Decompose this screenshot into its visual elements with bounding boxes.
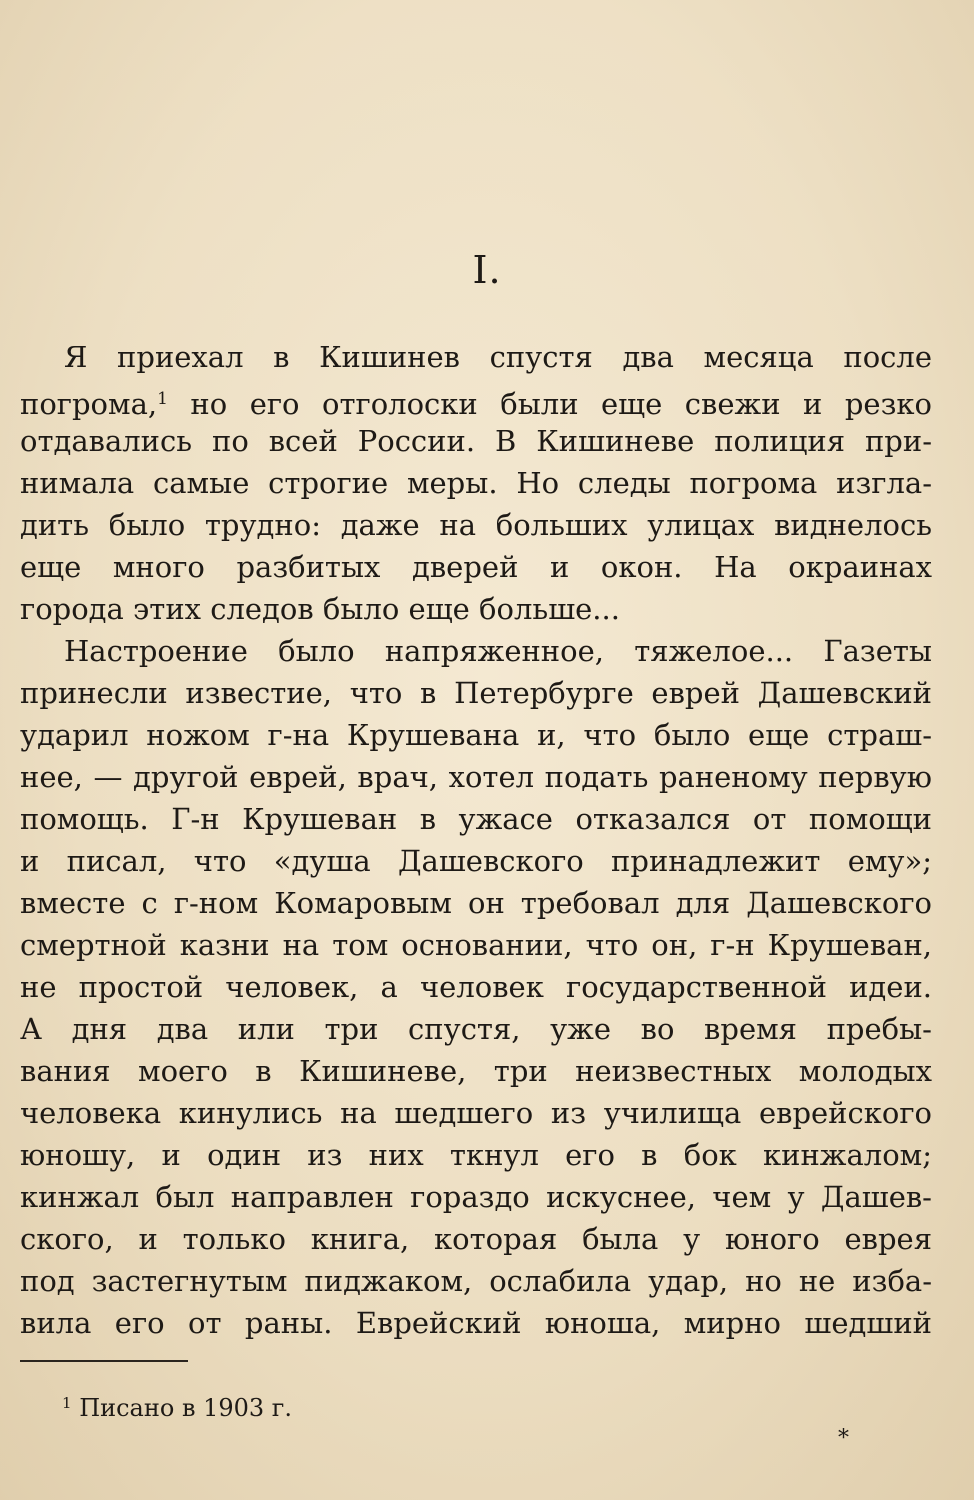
text-line: вила его от раны. Еврейский юноша, мирно шедший (20, 1306, 932, 1340)
text-fragment: погрома, (20, 387, 158, 421)
text-line: и писал, что «душа Дашевского принадлежит ему»; (20, 844, 932, 878)
section-heading: I. (472, 248, 502, 292)
footnote-marker: 1 (62, 1394, 72, 1412)
text-line: нимала самые строгие меры. Но следы погрома изгла- (20, 466, 932, 500)
footnote (62, 1386, 292, 1425)
body-text (20, 336, 932, 1344)
text-line: вместе с г-ном Комаровым он требовал для Дашевского (20, 886, 932, 920)
footnote-text: Писано в 1903 г. (79, 1394, 292, 1422)
text-line: не простой человек, а человек государственной идеи. (20, 970, 932, 1004)
text-line: принесли известие, что в Петербурге еврей Дашевский (20, 676, 932, 710)
text-line: кинжал был направлен гораздо искуснее, чем у Дашев- (20, 1180, 932, 1214)
text-line: под застегнутым пиджаком, ослабила удар, но не изба- (20, 1264, 932, 1298)
text-line: человека кинулись на шедшего из училища еврейского (20, 1096, 932, 1130)
text-line: еще много разбитых дверей и окон. На окраинах (20, 550, 932, 584)
text-line: Я приехал в Кишинев спустя два месяца после (64, 340, 932, 374)
text-line (20, 378, 932, 420)
text-line: вания моего в Кишиневе, три неизвестных молодых (20, 1054, 932, 1088)
footnote-divider (20, 1360, 188, 1362)
text-line: юношу, и один из них ткнул его в бок кинжалом; (20, 1138, 932, 1172)
text-line: помощь. Г-н Крушеван в ужасе отказался от помощи (20, 802, 932, 836)
text-line: ского, и только книга, которая была у юного еврея (20, 1222, 932, 1256)
text-line: ударил ножом г-на Крушевана и, что было еще страш- (20, 718, 932, 752)
footnote-reference: 1 (157, 389, 168, 409)
text-line: А дня два или три спустя, уже во время пребы- (20, 1012, 932, 1046)
text-line: города этих следов было еще больше... (20, 592, 620, 626)
text-line: отдавались по всей России. В Кишиневе полиция при- (20, 424, 932, 458)
text-line: нее, — другой еврей, врач, хотел подать раненому первую (20, 760, 932, 794)
stray-mark: * (838, 1426, 849, 1451)
text-line: дить было трудно: даже на больших улицах виднелось (20, 508, 932, 542)
text-fragment: но его отголоски были еще свежи и резко (190, 387, 932, 421)
text-line: Настроение было напряженное, тяжелое... Газеты (64, 634, 932, 668)
text-line: смертной казни на том основании, что он, г-н Крушеван, (20, 928, 932, 962)
